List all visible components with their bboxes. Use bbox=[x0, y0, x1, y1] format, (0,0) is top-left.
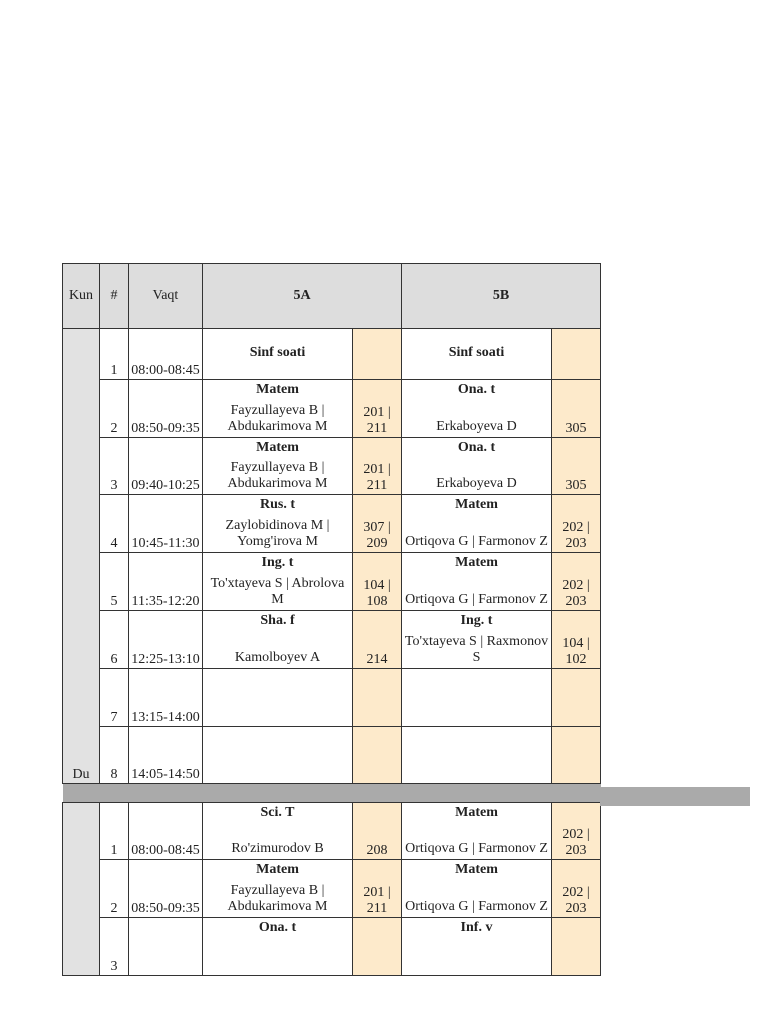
lesson-row bbox=[63, 669, 601, 727]
subject-name: Matem bbox=[256, 862, 299, 877]
lesson-time: 08:00-08:45 bbox=[129, 803, 203, 860]
lesson-time: 09:40-10:25 bbox=[129, 438, 203, 495]
lesson-number: 3 bbox=[100, 438, 129, 495]
class-a-room: 214 bbox=[353, 611, 402, 669]
lesson-time: 10:45-11:30 bbox=[129, 495, 203, 553]
class-b-room bbox=[552, 329, 601, 380]
subject-name: Matem bbox=[256, 440, 299, 455]
subject-name: Matem bbox=[256, 382, 299, 397]
class-a-room bbox=[353, 727, 402, 784]
lesson-number: 5 bbox=[100, 553, 129, 611]
subject-name: Matem bbox=[455, 805, 498, 820]
class-a-cell bbox=[203, 860, 353, 918]
teacher-name: To'xtayeva S | Abrolova M bbox=[210, 576, 345, 607]
lesson-time: 14:05-14:50 bbox=[129, 727, 203, 784]
class-b-room: 202 | 203 bbox=[552, 495, 601, 553]
class-b-room bbox=[552, 918, 601, 976]
lesson-row bbox=[63, 380, 601, 438]
lesson-number: 8 bbox=[100, 727, 129, 784]
class-a-room: 307 | 209 bbox=[353, 495, 402, 553]
separator-bar-extension bbox=[600, 787, 750, 806]
class-b-cell bbox=[402, 611, 552, 669]
class-a-room bbox=[353, 329, 402, 380]
lesson-row bbox=[63, 860, 601, 918]
class-a-cell bbox=[203, 803, 353, 860]
header-day: Kun bbox=[63, 264, 100, 329]
class-b-cell bbox=[402, 918, 552, 976]
lesson-row bbox=[63, 329, 601, 380]
class-a-cell bbox=[203, 727, 353, 784]
lesson-number: 1 bbox=[100, 803, 129, 860]
lesson-number: 4 bbox=[100, 495, 129, 553]
header-class-5b: 5B bbox=[402, 264, 601, 329]
class-a-cell bbox=[203, 329, 353, 380]
header-class-5a: 5A bbox=[203, 264, 402, 329]
class-b-cell bbox=[402, 329, 552, 380]
teacher-name: Fayzullayeva B | Abdukarimova M bbox=[227, 460, 328, 491]
subject-name: Rus. t bbox=[259, 497, 295, 512]
subject-name: Inf. v bbox=[460, 920, 493, 935]
subject-name: Matem bbox=[455, 862, 498, 877]
subject-name: Sci. T bbox=[260, 805, 295, 820]
class-a-room: 201 | 211 bbox=[353, 860, 402, 918]
class-b-cell bbox=[402, 380, 552, 438]
class-a-cell bbox=[203, 380, 353, 438]
class-b-room: 202 | 203 bbox=[552, 553, 601, 611]
teacher-name: Ortiqova G | Farmonov Z bbox=[405, 534, 548, 549]
day-separator bbox=[63, 784, 601, 803]
subject-name: Matem bbox=[455, 497, 498, 512]
teacher-name: Ortiqova G | Farmonov Z bbox=[405, 592, 548, 607]
class-b-room bbox=[552, 727, 601, 784]
teacher-name: Fayzullayeva B | Abdukarimova M bbox=[227, 883, 328, 914]
class-b-cell bbox=[402, 553, 552, 611]
lesson-number: 2 bbox=[100, 380, 129, 438]
lesson-time: 12:25-13:10 bbox=[129, 611, 203, 669]
class-a-cell bbox=[203, 611, 353, 669]
lesson-row bbox=[63, 611, 601, 669]
class-b-room: 202 | 203 bbox=[552, 803, 601, 860]
teacher-name: Kamolboyev A bbox=[234, 650, 321, 665]
teacher-name: Fayzullayeva B | Abdukarimova M bbox=[227, 403, 328, 434]
subject-name: Ona. t bbox=[457, 382, 496, 397]
class-b-room: 104 | 102 bbox=[552, 611, 601, 669]
subject-name: Ona. t bbox=[457, 440, 496, 455]
lesson-row bbox=[63, 438, 601, 495]
lesson-row bbox=[63, 495, 601, 553]
day-label bbox=[63, 803, 100, 976]
class-a-cell bbox=[203, 438, 353, 495]
subject-name: Ing. t bbox=[261, 555, 294, 570]
lesson-time: 08:50-09:35 bbox=[129, 380, 203, 438]
class-a-room bbox=[353, 918, 402, 976]
class-b-room bbox=[552, 669, 601, 727]
subject-name: Ing. t bbox=[460, 613, 493, 628]
class-a-cell bbox=[203, 495, 353, 553]
teacher-name: Ortiqova G | Farmonov Z bbox=[405, 899, 548, 914]
header-row bbox=[63, 264, 601, 329]
class-a-room: 201 | 211 bbox=[353, 380, 402, 438]
class-a-room: 201 | 211 bbox=[353, 438, 402, 495]
lesson-row bbox=[63, 727, 601, 784]
lesson-time: 08:50-09:35 bbox=[129, 860, 203, 918]
header-time: Vaqt bbox=[129, 264, 203, 329]
day-separator-bar bbox=[63, 784, 601, 803]
teacher-name: Erkaboyeva D bbox=[436, 476, 517, 491]
subject-name: Matem bbox=[455, 555, 498, 570]
class-a-cell bbox=[203, 669, 353, 727]
class-b-room: 305 bbox=[552, 380, 601, 438]
subject-name: Sinf soati bbox=[448, 345, 505, 360]
class-a-cell bbox=[203, 553, 353, 611]
subject-name: Ona. t bbox=[258, 920, 297, 935]
lesson-time: 08:00-08:45 bbox=[129, 329, 203, 380]
class-b-cell bbox=[402, 438, 552, 495]
lesson-time: 13:15-14:00 bbox=[129, 669, 203, 727]
class-b-room: 305 bbox=[552, 438, 601, 495]
class-b-cell bbox=[402, 495, 552, 553]
class-a-room: 208 bbox=[353, 803, 402, 860]
lesson-number: 1 bbox=[100, 329, 129, 380]
timetable bbox=[62, 263, 601, 976]
lesson-time: 11:35-12:20 bbox=[129, 553, 203, 611]
class-a-room bbox=[353, 669, 402, 727]
subject-name: Sinf soati bbox=[249, 345, 306, 360]
lesson-number: 2 bbox=[100, 860, 129, 918]
teacher-name: Ortiqova G | Farmonov Z bbox=[405, 841, 548, 856]
lesson-row bbox=[63, 803, 601, 860]
lesson-number: 3 bbox=[100, 918, 129, 976]
class-b-cell bbox=[402, 669, 552, 727]
lesson-time bbox=[129, 918, 203, 976]
teacher-name: Erkaboyeva D bbox=[436, 419, 517, 434]
subject-name: Sha. f bbox=[260, 613, 295, 628]
class-a-cell bbox=[203, 918, 353, 976]
teacher-name: Zaylobidinova M | Yomg'irova M bbox=[225, 518, 330, 549]
lesson-row bbox=[63, 553, 601, 611]
day-label: Du bbox=[63, 329, 100, 784]
lesson-number: 7 bbox=[100, 669, 129, 727]
class-b-cell bbox=[402, 860, 552, 918]
lesson-row bbox=[63, 918, 601, 976]
teacher-name: Ro'zimurodov B bbox=[231, 841, 324, 856]
class-b-cell bbox=[402, 727, 552, 784]
class-a-room: 104 | 108 bbox=[353, 553, 402, 611]
teacher-name: To'xtayeva S | Raxmonov S bbox=[404, 634, 549, 665]
class-b-cell bbox=[402, 803, 552, 860]
lesson-number: 6 bbox=[100, 611, 129, 669]
header-num: # bbox=[100, 264, 129, 329]
class-b-room: 202 | 203 bbox=[552, 860, 601, 918]
